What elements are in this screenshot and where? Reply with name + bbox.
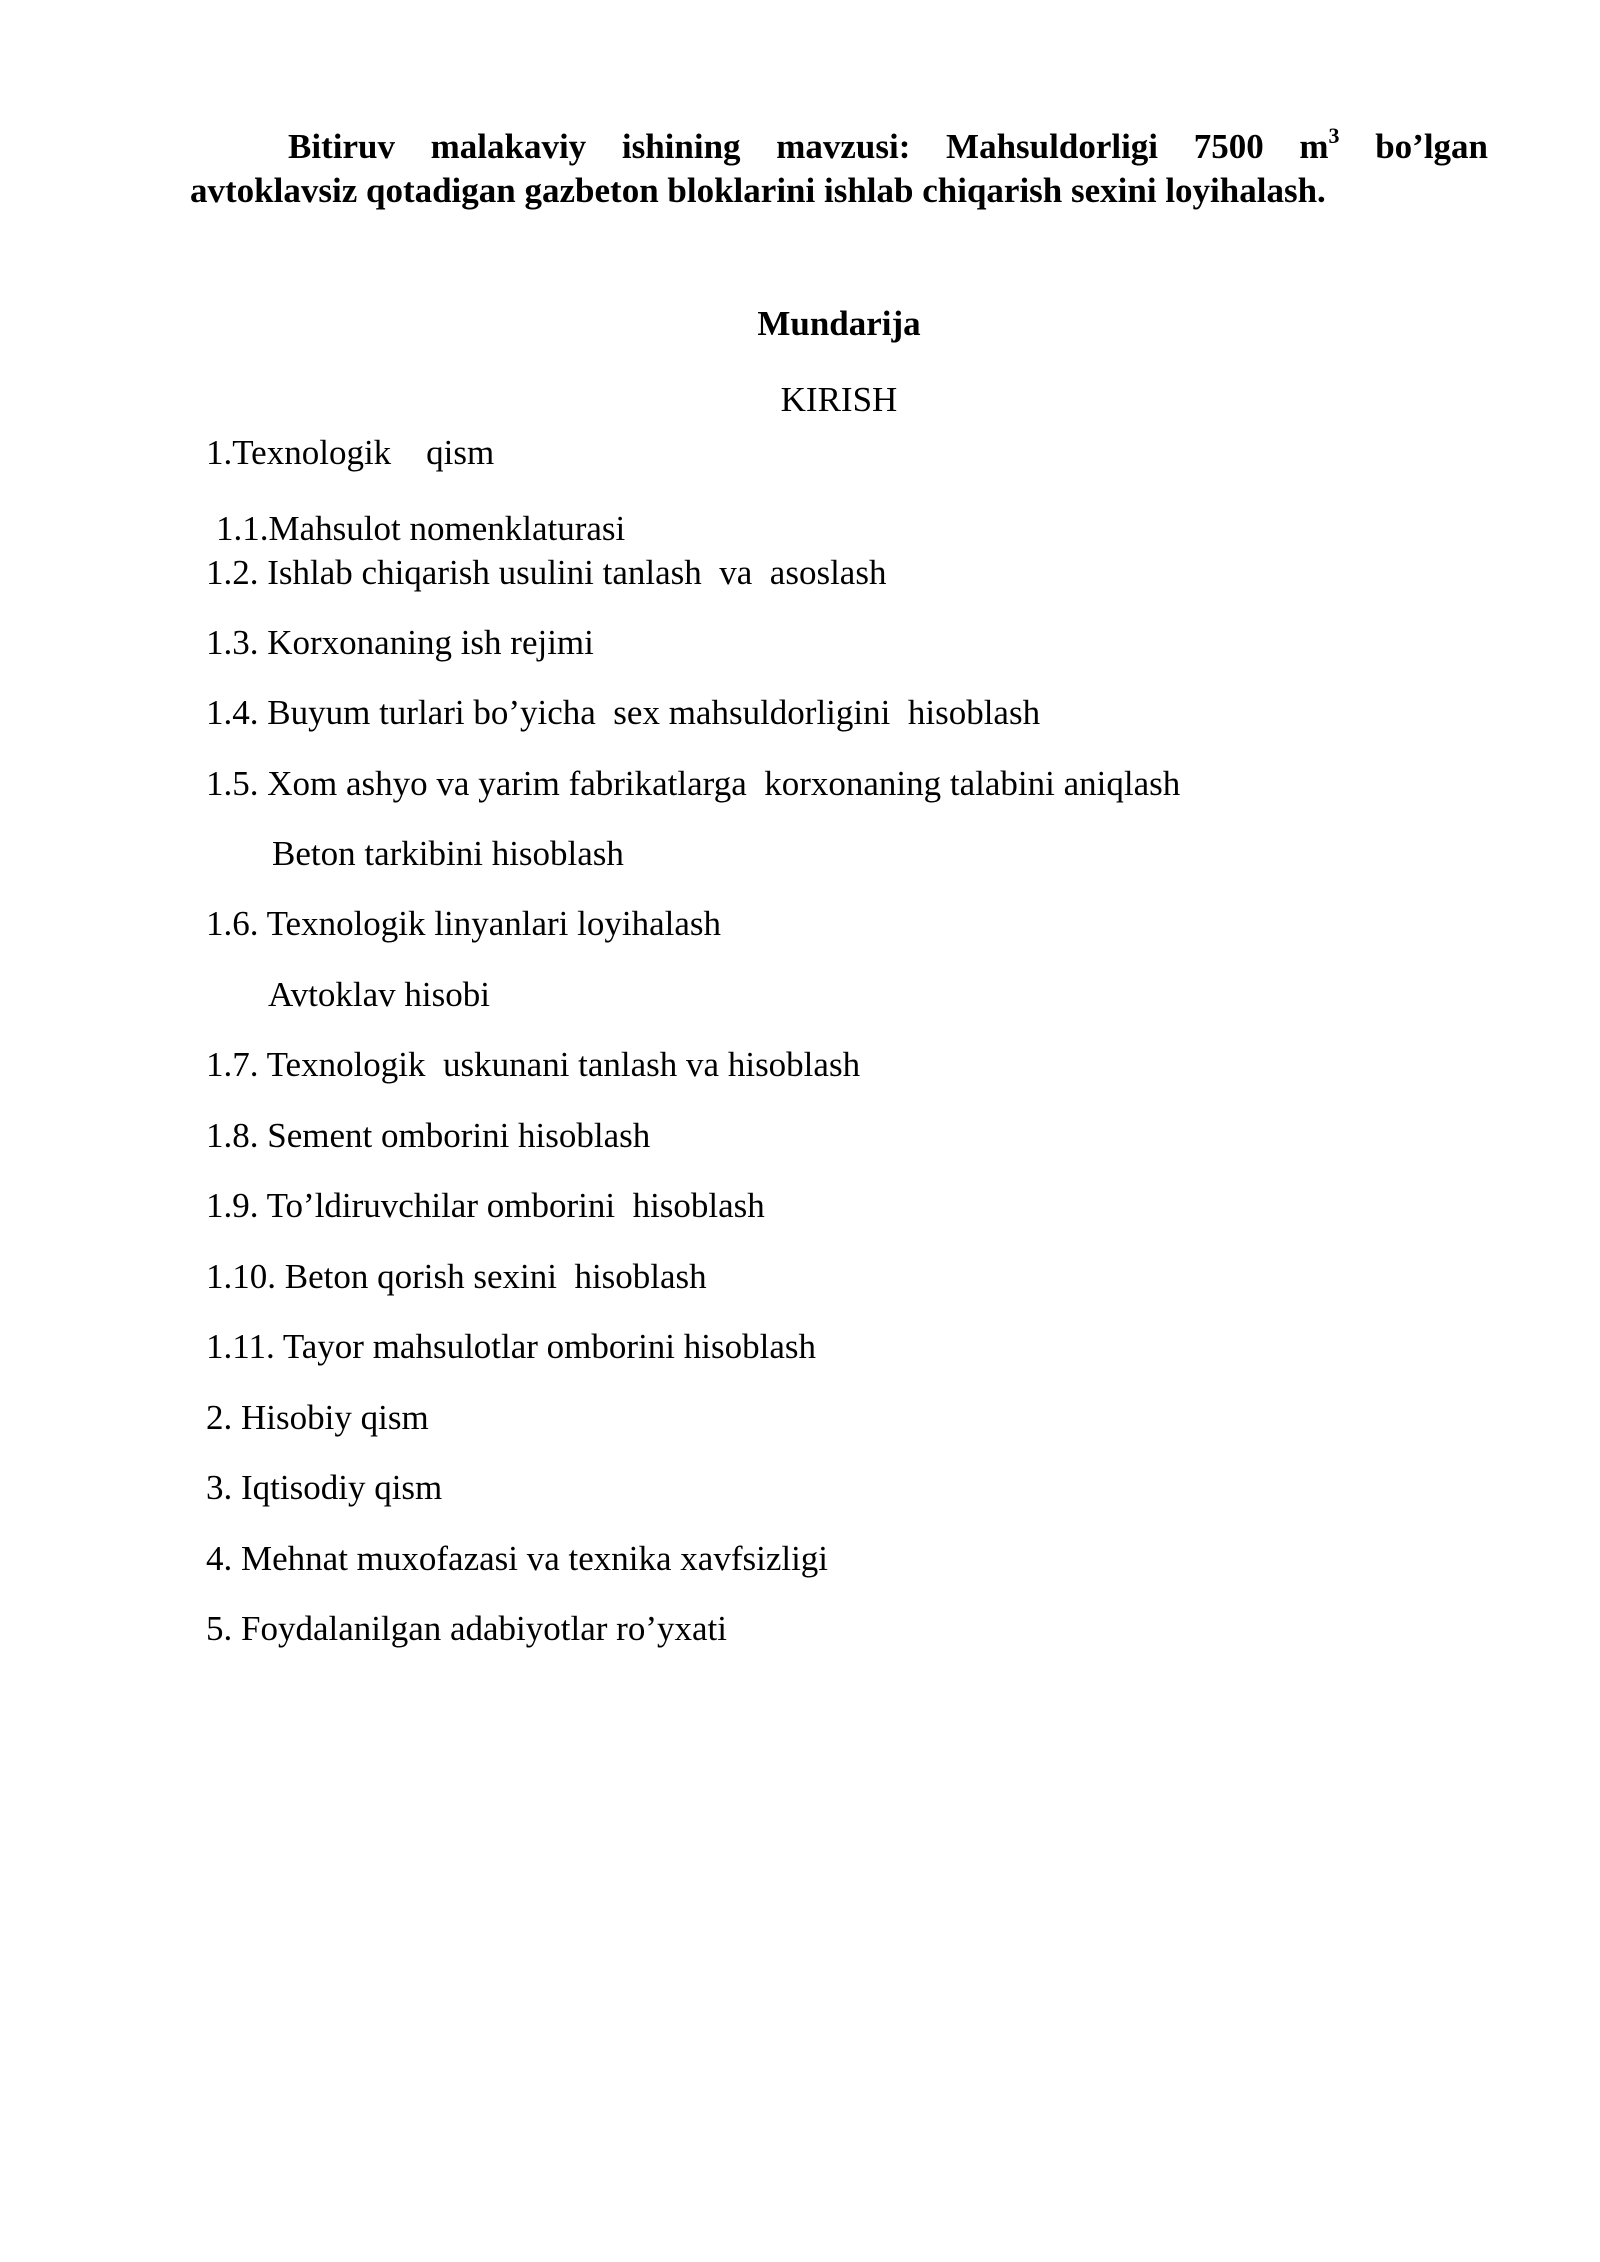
toc-item: 1.10. Beton qorish sexini hisoblash: [206, 1257, 707, 1296]
toc-item: 5. Foydalanilgan adabiyotlar ro’yxati: [206, 1609, 727, 1648]
toc-item: 1.5. Xom ashyo va yarim fabrikatlarga korxonaning talabini aniqlash: [206, 764, 1181, 803]
superscript-3: 3: [1328, 123, 1340, 148]
toc-item: 1.7. Texnologik uskunani tanlash va hisoblash: [206, 1045, 861, 1084]
toc-heading: Mundarija: [757, 304, 921, 343]
toc-item: 1.Texnologik qism: [206, 433, 495, 472]
toc-item: 1.11. Tayor mahsulotlar omborini hisoblash: [206, 1327, 816, 1366]
toc-item-intro: KIRISH: [780, 380, 898, 419]
thesis-topic-line-1: Bitiruv malakaviy ishining mavzusi: Mahsuldorligi 7500 $m^3$ bo’lgan: [288, 123, 1489, 166]
toc-item: Beton tarkibini hisoblash: [272, 834, 624, 873]
thesis-topic: [190, 125, 1488, 213]
toc-item: 1.8. Sement omborini hisoblash: [206, 1116, 651, 1155]
toc-item: 1.9. To’ldiruvchilar omborini hisoblash: [206, 1186, 765, 1225]
toc-item: 3. Iqtisodiy qism: [206, 1468, 443, 1507]
toc-item: 1.6. Texnologik linyanlari loyihalash: [206, 904, 722, 943]
toc-item: 1.4. Buyum turlari bo’yicha sex mahsuldorligini hisoblash: [206, 693, 1041, 732]
toc-item: 1.3. Korxonaning ish rejimi: [206, 623, 594, 662]
thesis-topic-line-2: avtoklavsiz qotadigan gazbeton bloklarini ishlab chiqarish sexini loyihalash.: [190, 171, 1326, 210]
toc-item: 1.2. Ishlab chiqarish usulini tanlash va asoslash: [206, 553, 887, 592]
toc-item: 2. Hisobiy qism: [206, 1398, 429, 1437]
toc-item: 1.1.Mahsulot nomenklaturasi: [216, 509, 626, 548]
toc-item: Avtoklav hisobi: [268, 975, 490, 1014]
toc-item: 4. Mehnat muxofazasi va texnika xavfsizligi: [206, 1539, 829, 1578]
